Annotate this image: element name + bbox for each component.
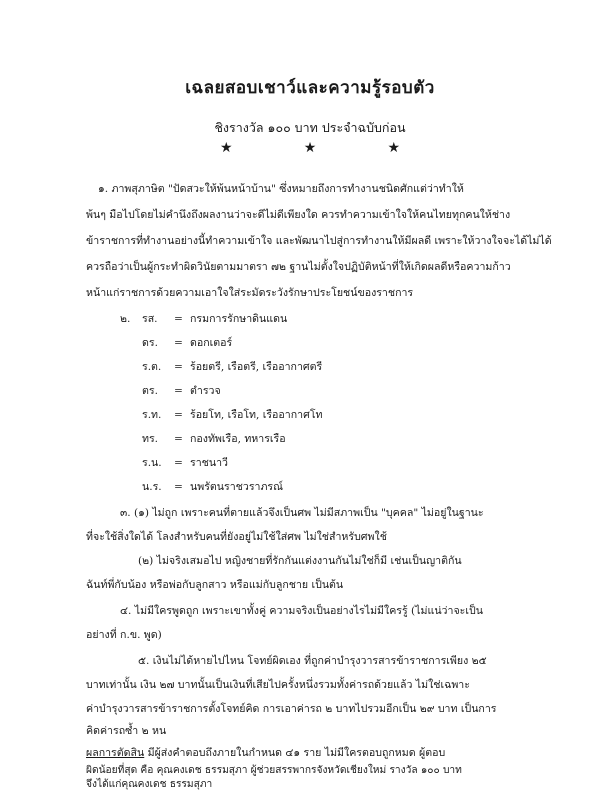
result-line-1 xyxy=(86,748,445,759)
star-icon: ★ xyxy=(387,140,400,156)
answer-3-line-1: ๓. (๑) ไม่ถูก เพราะคนที่ตายแล้วจึงเป็นศพ ไม่มีสภาพเป็น "บุคคล" ไม่อยู่ในฐานะ xyxy=(120,507,484,519)
answer-4-line-2: อย่างที่ ก.ข. พูด) xyxy=(86,629,162,641)
answer-5-line-4: คิดค่ารถซ้ำ ๒ หน xyxy=(86,725,167,737)
star-icon: ★ xyxy=(220,140,233,156)
answer-3-line-4: ฉันท์พี่กับน้อง หรือพ่อกับลูกสาว หรือแม่กับลูกชาย เป็นต้น xyxy=(86,579,344,591)
abbreviation: ตร. xyxy=(142,385,158,397)
answer-1-line-1: ๑. ภาพสุภาษิต "ปัดสวะให้พ้นหน้าบ้าน" ซึ่งหมายถึงการทำงานชนิดศักแต่ว่าทำให้ xyxy=(98,183,464,195)
abbreviation-meaning: นพรัตนราชวราภรณ์ xyxy=(190,481,283,493)
abbreviation: ร.น. xyxy=(142,457,162,469)
result-line-2: ผิดน้อยที่สุด คือ คุณคงเดช ธรรมสุภา ผู้ช่วยสรรพากรจังหวัดเชียงใหม่ รางวัล ๑๐๐ บาท xyxy=(86,765,462,776)
equals-sign: = xyxy=(174,409,183,421)
answer-2-number: ๒. xyxy=(120,313,131,325)
abbreviation: ทร. xyxy=(142,433,159,445)
abbreviation: น.ร. xyxy=(142,481,162,493)
answer-5-line-1: ๕. เงินไม่ได้หายไปไหน โจทย์ผิดเอง ที่ถูกค่าบำรุงวารสารข้าราชการเพียง ๒๕ xyxy=(138,655,487,667)
equals-sign: = xyxy=(174,481,183,493)
star-icon: ★ xyxy=(303,140,317,156)
equals-sign: = xyxy=(174,361,183,373)
answer-1-line-3: ข้าราชการที่ทำงานอย่างนี้ทำความเข้าใจ และพัฒนาไปสู่การทำงานให้มีผลดี เพราะให้วางใจจะได้ไม่ได้ xyxy=(86,235,552,247)
answer-1-line-2: พ้นๆ มือไปโดยไม่คำนึงถึงผลงานว่าจะดีไม่ดีเพียงใด ควรทำความเข้าใจให้คนไทยทุกคนให้ช่าง xyxy=(86,209,511,221)
result-line-1-text: มีผู้ส่งคำตอบถึงภายในกำหนด ๔๑ ราย ไม่มีใครตอบถูกหมด ผู้ตอบ xyxy=(147,747,446,759)
abbreviation-meaning: ร้อยตรี, เรือตรี, เรืออากาศตรี xyxy=(190,361,323,373)
answer-1-line-4: ควรถือว่าเป็นผู้กระทำผิดวินัยตามมาตรา ๗๒ ฐานไม่ตั้งใจปฏิบัติหน้าที่ให้เกิดผลดีหรือความก้าว xyxy=(86,261,511,273)
abbreviation: ดร. xyxy=(142,337,158,349)
answer-1-line-5: หน้าแก่ราชการด้วยความเอาใจใส่ระมัดระวังรักษาประโยชน์ของราชการ xyxy=(86,287,414,299)
star-divider xyxy=(220,140,400,156)
page-subtitle: ชิงรางวัล ๑๐๐ บาท ประจำฉบับก่อน xyxy=(214,120,406,135)
abbreviation: ร.ต. xyxy=(142,361,162,373)
abbreviation-meaning: กรมการรักษาดินแดน xyxy=(190,313,288,325)
equals-sign: = xyxy=(174,313,183,325)
abbreviation-meaning: ดอกเตอร์ xyxy=(190,337,233,349)
page-title: เฉลยสอบเชาว์และความรู้รอบตัว xyxy=(185,78,435,98)
abbreviation-meaning: ตำรวจ xyxy=(190,385,221,397)
answer-4-line-1: ๔. ไม่มีใครพูดถูก เพราะเขาทั้งคู่ ความจริงเป็นอย่างไรไม่มีใครรู้ (ไม่แน่ว่าจะเป็น xyxy=(120,605,483,617)
abbreviation: รส. xyxy=(142,313,158,325)
equals-sign: = xyxy=(174,337,183,349)
equals-sign: = xyxy=(174,433,183,445)
result-line-3: จึงได้แก่คุณคงเดช ธรรมสุภา xyxy=(86,779,213,790)
answer-5-line-2: บาทเท่านั้น เงิน ๒๗ บาทนั้นเป็นเงินที่เสียไปครั้งหนึ่งรวมทั้งค่ารถด้วยแล้ว ไม่ใช่เฉพาะ xyxy=(86,679,470,691)
equals-sign: = xyxy=(174,457,183,469)
answer-3-line-3: (๒) ไม่จริงเสมอไป หญิงชายที่รักกันแต่งงานกันไม่ใช่ก็มี เช่นเป็นญาติกัน xyxy=(138,555,462,567)
abbreviation: ร.ท. xyxy=(142,409,162,421)
abbreviation-meaning: ราชนาวี xyxy=(190,457,228,469)
abbreviation-meaning: กองทัพเรือ, ทหารเรือ xyxy=(190,433,286,445)
answer-5-line-3: ค่าบำรุงวารสารข้าราชการตั้งโจทย์คิด การเอาค่ารถ ๒ บาทไปรวมอีกเป็น ๒๙ บาท เป็นการ xyxy=(86,703,497,715)
abbreviation-meaning: ร้อยโท, เรือโท, เรืออากาศโท xyxy=(190,409,323,421)
equals-sign: = xyxy=(174,385,183,397)
result-label: ผลการตัดสิน xyxy=(86,747,145,759)
answer-3-line-2: ที่จะใช้สิ่งใดได้ โลงสำหรับคนที่ยังอยู่ไม่ใช้ใส่ศพ ไม่ใช่สำหรับศพใช้ xyxy=(86,531,387,543)
